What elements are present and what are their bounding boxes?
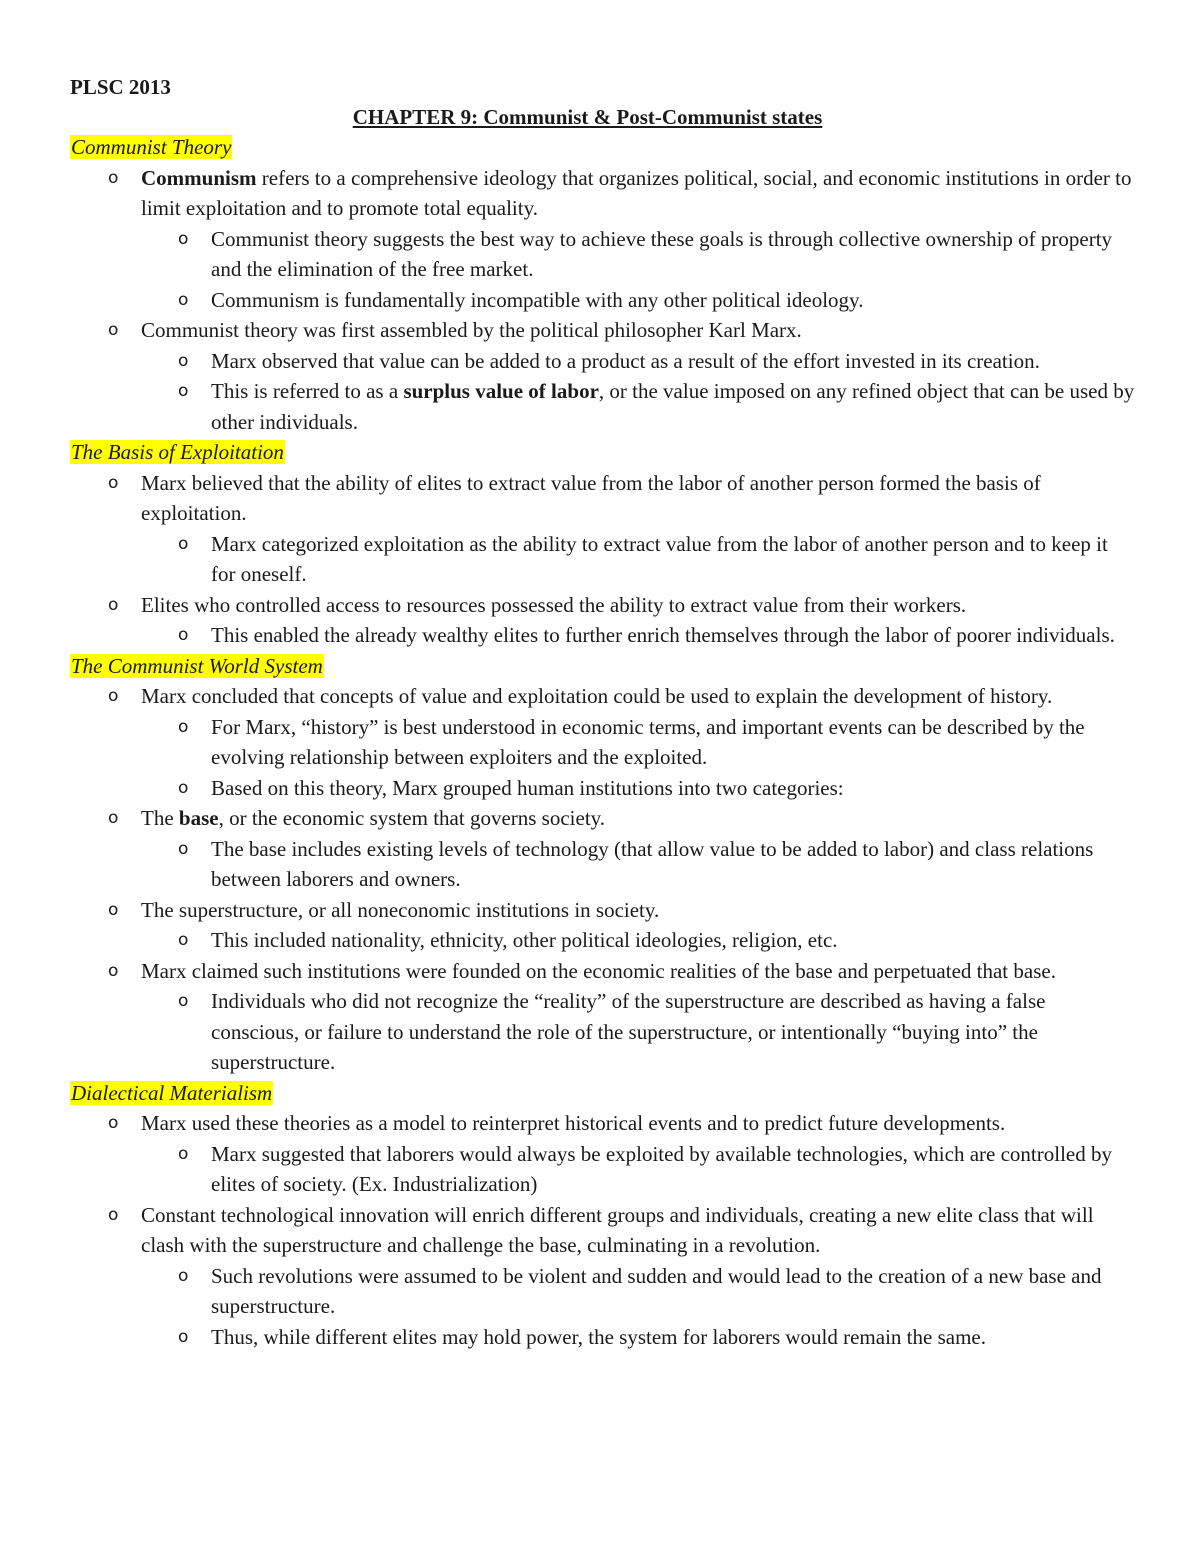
text-segment: Communist theory was first assembled by the political philosopher Karl Marx. — [141, 318, 802, 342]
highlighted-heading-text: The Basis of Exploitation — [71, 440, 284, 464]
circle-bullet-icon: o — [108, 808, 119, 828]
text-segment: , or the economic system that governs society. — [218, 806, 606, 830]
text-segment: Communist theory suggests the best way to achieve these goals is through collective ownership of property and the elimination of the free market. — [211, 226, 1113, 281]
bullet-text — [211, 620, 1135, 651]
bullet-text — [211, 773, 1135, 804]
section-heading — [70, 132, 1135, 163]
circle-bullet-icon: o — [108, 960, 119, 981]
section-heading — [70, 1078, 1135, 1109]
bullet-text — [211, 224, 1135, 285]
highlighted-heading-text: The Communist World System — [71, 653, 323, 678]
circle-bullet-icon: o — [108, 1113, 119, 1133]
circle-bullet-icon: o — [108, 167, 119, 188]
bullet-item — [70, 895, 1135, 926]
circle-bullet-icon: o — [108, 899, 119, 920]
sub-bullet-item — [70, 712, 1135, 773]
sub-bullet-item — [70, 1261, 1135, 1322]
text-segment: Such revolutions were assumed to be violent and sudden and would lead to the creation of a new base and superstructure. — [211, 1263, 1102, 1318]
key-term: base — [178, 806, 219, 830]
circle-bullet-icon: o — [178, 1265, 189, 1286]
bullet-text — [141, 163, 1135, 224]
bullet-text — [141, 956, 1135, 987]
circle-bullet-icon: o — [178, 533, 189, 554]
circle-bullet-icon: o — [178, 991, 189, 1011]
bullet-item — [70, 1200, 1135, 1261]
text-segment: Marx used these theories as a model to reinterpret historical events and to predict future developments. — [141, 1111, 1006, 1135]
bullet-text — [211, 376, 1135, 437]
key-term: surplus value of labor — [403, 379, 599, 403]
highlighted-heading-text: Dialectical Materialism — [71, 1080, 273, 1105]
sub-bullet-item — [70, 925, 1135, 956]
bullet-item — [70, 315, 1135, 346]
bullet-item — [70, 803, 1135, 834]
text-segment: Marx categorized exploitation as the ability to extract value from the labor of another person and to keep it for oneself. — [211, 531, 1108, 586]
key-term: Communism — [141, 165, 257, 190]
section-heading — [70, 651, 1135, 682]
bullet-text — [211, 834, 1135, 895]
text-segment: Communism is fundamentally incompatible with any other political ideology. — [211, 287, 864, 312]
text-segment: The base includes existing levels of technology (that allow value to be added to labor) and class relations between laborers and owners. — [211, 836, 1094, 891]
text-segment: The — [141, 806, 179, 830]
sub-bullet-item — [70, 1322, 1135, 1353]
text-segment: Marx believed that the ability of elites to extract value from the labor of another person formed the basis of exploitation. — [141, 470, 1041, 525]
circle-bullet-icon: o — [178, 1326, 189, 1347]
text-segment: This is referred to as a — [211, 379, 404, 403]
bullet-text — [211, 1261, 1135, 1322]
bullet-text — [141, 1200, 1135, 1261]
bullet-text — [211, 285, 1135, 316]
circle-bullet-icon: o — [178, 716, 189, 737]
circle-bullet-icon: o — [108, 472, 119, 493]
bullet-item — [70, 956, 1135, 987]
bullet-item — [70, 468, 1135, 529]
bullet-item — [70, 163, 1135, 224]
text-segment: Marx concluded that concepts of value and exploitation could be used to explain the development of history. — [141, 684, 1053, 708]
notes-body — [70, 132, 1135, 1352]
bullet-text — [141, 590, 1135, 621]
text-segment: Marx observed that value can be added to a product as a result of the effort invested in its creation. — [211, 348, 1040, 373]
circle-bullet-icon: o — [178, 289, 189, 310]
text-segment: Thus, while different elites may hold power, the system for laborers would remain the same. — [211, 1324, 986, 1349]
sub-bullet-item — [70, 376, 1135, 437]
sub-bullet-item — [70, 529, 1135, 590]
text-segment: Elites who controlled access to resources possessed the ability to extract value from their workers. — [141, 592, 967, 617]
bullet-text — [211, 1139, 1135, 1200]
bullet-text — [141, 681, 1135, 712]
bullet-text — [211, 925, 1135, 956]
highlighted-heading-text: Communist Theory — [71, 135, 232, 159]
bullet-text — [211, 529, 1135, 590]
sub-bullet-item — [70, 773, 1135, 804]
text-segment: Marx suggested that laborers would always be exploited by available technologies, which are controlled by elites of society. (Ex. Industrialization) — [211, 1141, 1112, 1196]
bullet-text — [211, 1322, 1135, 1353]
circle-bullet-icon: o — [178, 777, 189, 798]
section-heading — [70, 437, 1135, 468]
bullet-item — [70, 590, 1135, 621]
circle-bullet-icon: o — [178, 625, 189, 645]
sub-bullet-item — [70, 620, 1135, 651]
text-segment: , or the value imposed on any refined object that can be used by other individuals. — [211, 379, 1135, 434]
text-segment: Based on this theory, Marx grouped human institutions into two categories: — [211, 775, 844, 800]
course-code: PLSC 2013 — [70, 75, 171, 99]
circle-bullet-icon: o — [108, 594, 119, 615]
circle-bullet-icon: o — [178, 1143, 189, 1164]
bullet-text — [141, 803, 1135, 834]
circle-bullet-icon: o — [178, 381, 189, 401]
circle-bullet-icon: o — [108, 1204, 119, 1225]
sub-bullet-item — [70, 224, 1135, 285]
bullet-text — [141, 315, 1135, 346]
chapter-title: CHAPTER 9: Communist & Post-Communist states — [352, 105, 823, 129]
circle-bullet-icon: o — [108, 320, 119, 340]
text-segment: This included nationality, ethnicity, other political ideologies, religion, etc. — [211, 928, 838, 952]
sub-bullet-item — [70, 1139, 1135, 1200]
circle-bullet-icon: o — [178, 228, 189, 249]
sub-bullet-item — [70, 346, 1135, 377]
circle-bullet-icon: o — [178, 838, 189, 859]
text-segment: For Marx, “history” is best understood in economic terms, and important events can be described by the evolving relationship between exploiters and the exploited. — [211, 714, 1085, 769]
text-segment: Constant technological innovation will enrich different groups and individuals, creating a new elite class that will clash with the superstructure and challenge the base, culminating in a revolution. — [141, 1202, 1094, 1257]
bullet-text — [141, 895, 1135, 926]
text-segment: refers to a comprehensive ideology that organizes political, social, and economic institutions in order to limit exploitation and to promote total equality. — [141, 165, 1132, 220]
document-page — [70, 72, 1135, 1352]
bullet-text — [211, 986, 1135, 1078]
sub-bullet-item — [70, 834, 1135, 895]
text-segment: Individuals who did not recognize the “reality” of the superstructure are described as having a false conscious, or failure to understand the role of the superstructure, or intentionally “buying into” the superstructure. — [211, 989, 1046, 1074]
text-segment: Marx claimed such institutions were founded on the economic realities of the base and perpetuated that base. — [141, 958, 1056, 983]
circle-bullet-icon: o — [108, 686, 119, 706]
bullet-text — [141, 1108, 1135, 1139]
sub-bullet-item — [70, 285, 1135, 316]
bullet-text — [141, 468, 1135, 529]
text-segment: This enabled the already wealthy elites to further enrich themselves through the labor of poorer individuals. — [211, 623, 1115, 647]
text-segment: The superstructure, or all noneconomic institutions in society. — [141, 897, 660, 922]
bullet-item — [70, 1108, 1135, 1139]
circle-bullet-icon: o — [178, 930, 189, 950]
bullet-text — [211, 712, 1135, 773]
bullet-text — [211, 346, 1135, 377]
sub-bullet-item — [70, 986, 1135, 1078]
circle-bullet-icon: o — [178, 350, 189, 371]
bullet-item — [70, 681, 1135, 712]
